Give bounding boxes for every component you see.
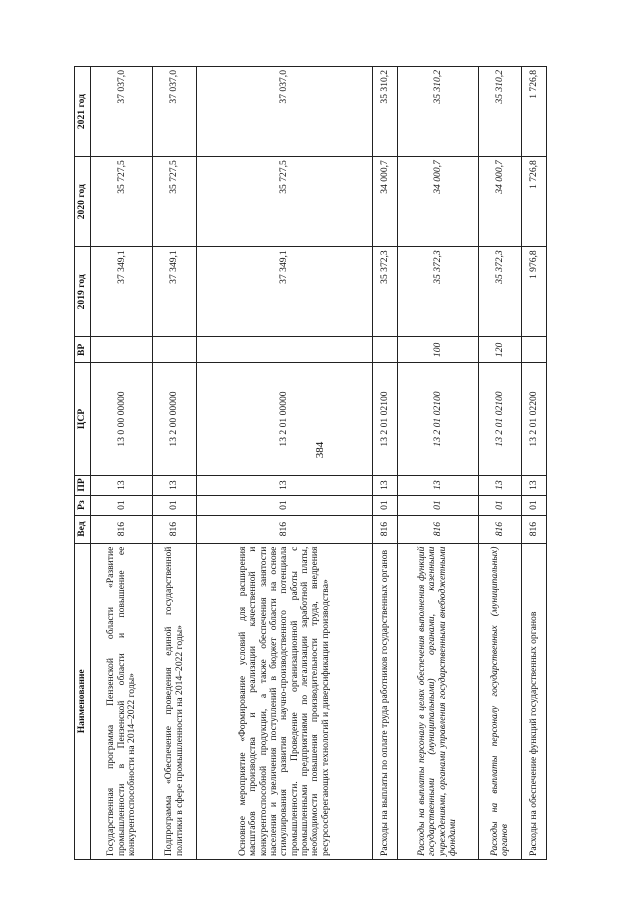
cell-rz: 01	[397, 495, 478, 515]
cell-vr: 120	[479, 337, 522, 363]
cell-ved: 816	[196, 515, 372, 543]
cell-rz: 01	[91, 495, 153, 515]
cell-2021: 37 037,0	[153, 67, 196, 157]
cell-2019: 37 349,1	[196, 247, 372, 337]
header-2021: 2021 год	[75, 67, 91, 157]
table-row	[91, 67, 153, 860]
cell-pr: 13	[196, 475, 372, 495]
header-rz: Рз	[75, 495, 91, 515]
cell-2019: 35 372,3	[479, 247, 522, 337]
header-2019: 2019 год	[75, 247, 91, 337]
cell-csr: 13 2 00 00000	[153, 363, 196, 475]
cell-2021: 37 037,0	[196, 67, 372, 157]
cell-name: Подпрограмма «Обеспечение проведения единой государственной политики в сфере промышленности на 2014–2022 годы»	[153, 543, 196, 859]
cell-2020: 35 727,5	[196, 157, 372, 247]
cell-2020: 34 000,7	[397, 157, 478, 247]
cell-2019: 35 372,3	[373, 247, 397, 337]
page-number: 384	[314, 441, 326, 459]
cell-name: Расходы на выплаты персоналу в целях обеспечения выполнения функций государственными (муниципальными) органами, казенными учреждениями, органами управления государственными внебюджетными фондами	[397, 543, 478, 859]
table-row	[479, 67, 522, 860]
cell-pr: 13	[373, 475, 397, 495]
header-name: Наименование	[75, 543, 91, 859]
cell-csr: 13 2 01 02200	[522, 363, 547, 475]
cell-ved: 816	[397, 515, 478, 543]
cell-vr: 100	[397, 337, 478, 363]
cell-vr	[91, 337, 153, 363]
cell-2020: 34 000,7	[373, 157, 397, 247]
cell-name: Государственная программа Пензенской области «Развитие промышленности в Пензенской области и повышение ее конкурентоспособности на 2014–2022 годы»	[91, 543, 153, 859]
table-row	[153, 67, 196, 860]
cell-2021: 1 726,8	[522, 67, 547, 157]
cell-vr	[373, 337, 397, 363]
cell-ved: 816	[373, 515, 397, 543]
cell-ved: 816	[91, 515, 153, 543]
budget-table	[74, 66, 547, 860]
table-row	[522, 67, 547, 860]
cell-name: Расходы на обеспечение функций государственных органов	[522, 543, 547, 859]
cell-vr	[522, 337, 547, 363]
cell-ved: 816	[479, 515, 522, 543]
cell-name: Расходы на выплаты по оплате труда работников государственных органов	[373, 543, 397, 859]
cell-2021: 35 310,2	[373, 67, 397, 157]
cell-2019: 37 349,1	[91, 247, 153, 337]
cell-2021: 35 310,2	[479, 67, 522, 157]
cell-pr: 13	[153, 475, 196, 495]
header-ved: Вед	[75, 515, 91, 543]
cell-rz: 01	[196, 495, 372, 515]
cell-pr: 13	[479, 475, 522, 495]
cell-rz: 01	[522, 495, 547, 515]
header-pr: ПР	[75, 475, 91, 495]
header-2020: 2020 год	[75, 157, 91, 247]
cell-pr: 13	[91, 475, 153, 495]
cell-name: Расходы на выплаты персоналу государственных (муниципальных) органов	[479, 543, 522, 859]
cell-csr: 13 2 01 02100	[397, 363, 478, 475]
budget-table-container	[74, 66, 547, 860]
header-vr: ВР	[75, 337, 91, 363]
table-row	[373, 67, 397, 860]
cell-csr: 13 2 01 00000	[196, 363, 372, 475]
cell-2021: 37 037,0	[91, 67, 153, 157]
table-row	[196, 67, 372, 860]
cell-2019: 37 349,1	[153, 247, 196, 337]
cell-vr	[196, 337, 372, 363]
cell-pr: 13	[522, 475, 547, 495]
cell-csr: 13 0 00 00000	[91, 363, 153, 475]
cell-rz: 01	[479, 495, 522, 515]
cell-vr	[153, 337, 196, 363]
table-body	[91, 67, 547, 860]
table-header-row	[75, 67, 91, 860]
cell-2020: 35 727,5	[153, 157, 196, 247]
cell-csr: 13 2 01 02100	[479, 363, 522, 475]
table-row	[397, 67, 478, 860]
cell-name: Основное мероприятие «Формирование условий для расширения масштабов производства и реализации качественной и конкурентоспособной продукции, а также обеспечения занятости населения и увеличения поступлений в бюджет области на основе стимулирования развития научно-производственного потенциала промышленности. Проведение организационной работы с промышленными предприятиями по легализации заработной платы, необходимости повышения производительности труда, внедрения ресурсосберегающих технологий и диверсификации производства»	[196, 543, 372, 859]
cell-csr: 13 2 01 02100	[373, 363, 397, 475]
header-csr: ЦСР	[75, 363, 91, 475]
cell-ved: 816	[153, 515, 196, 543]
cell-rz: 01	[153, 495, 196, 515]
cell-pr: 13	[397, 475, 478, 495]
cell-2019: 1 976,8	[522, 247, 547, 337]
cell-2020: 1 726,8	[522, 157, 547, 247]
cell-2021: 35 310,2	[397, 67, 478, 157]
cell-rz: 01	[373, 495, 397, 515]
cell-2020: 35 727,5	[91, 157, 153, 247]
cell-2019: 35 372,3	[397, 247, 478, 337]
cell-ved: 816	[522, 515, 547, 543]
cell-2020: 34 000,7	[479, 157, 522, 247]
